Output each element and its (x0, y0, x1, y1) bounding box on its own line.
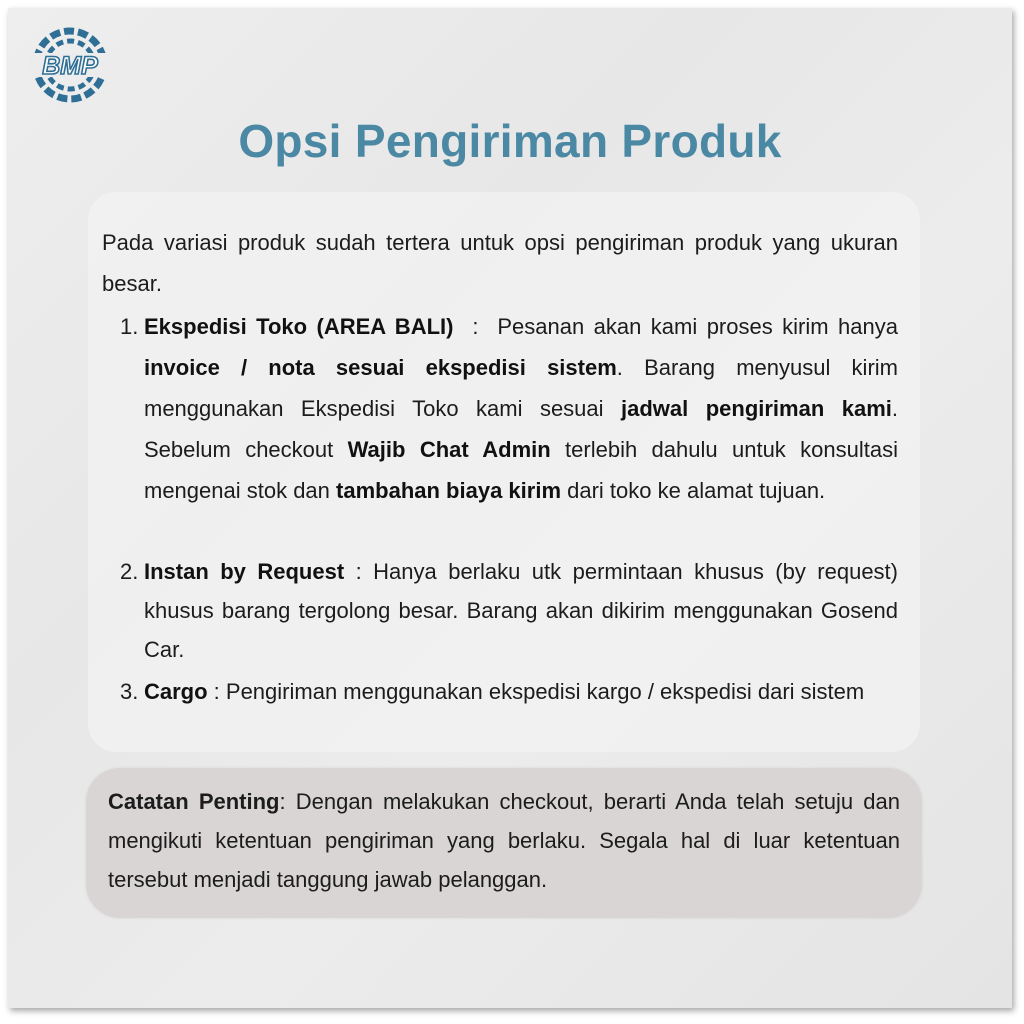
svg-text:BMP: BMP (42, 52, 98, 80)
list-item-text: Instan by Request : Hanya berlaku utk permintaan khusus (by request) khusus barang tergolong besar. Barang akan dikirim menggunakan Gosend Car. (144, 559, 898, 662)
important-note-text: Catatan Penting: Dengan melakukan checkout, berarti Anda telah setuju dan mengikuti ketentuan pengiriman yang berlaku. Segala hal di luar ketentuan tersebut menjadi tanggung jawab pelanggan. (108, 789, 900, 892)
note-label: Catatan Penting (108, 789, 280, 814)
option-name: Ekspedisi Toko (AREA BALI) (144, 314, 454, 339)
list-item-text: Cargo : Pengiriman menggunakan ekspedisi kargo / ekspedisi dari sistem (144, 679, 865, 704)
list-number: 3. (120, 679, 139, 704)
option-name: Instan by Request (144, 559, 345, 584)
list-item (102, 306, 905, 511)
option-name: Cargo (144, 679, 208, 704)
list-item (102, 552, 898, 669)
list-item (102, 672, 898, 711)
page-title: Opsi Pengiriman Produk (238, 115, 782, 167)
bmp-logo (26, 26, 114, 104)
list-number: 1. (120, 314, 139, 339)
list-number: 2. (120, 559, 139, 584)
intro-paragraph: Pada variasi produk sudah tertera untuk opsi pengiriman produk yang ukuran besar. (102, 230, 898, 296)
list-item-text: Ekspedisi Toko (AREA BALI) : Pesanan akan kami proses kirim hanya invoice / nota sesuai ekspedisi sistem. Barang menyusul kirim menggunakan Ekspedisi Toko kami sesuai jadwal pengiriman kami. Sebelum checkout Wajib Chat Admin terlebih dahulu untuk konsultasi mengenai stok dan tambahan biaya kirim dari toko ke alamat tujuan. (144, 314, 905, 503)
